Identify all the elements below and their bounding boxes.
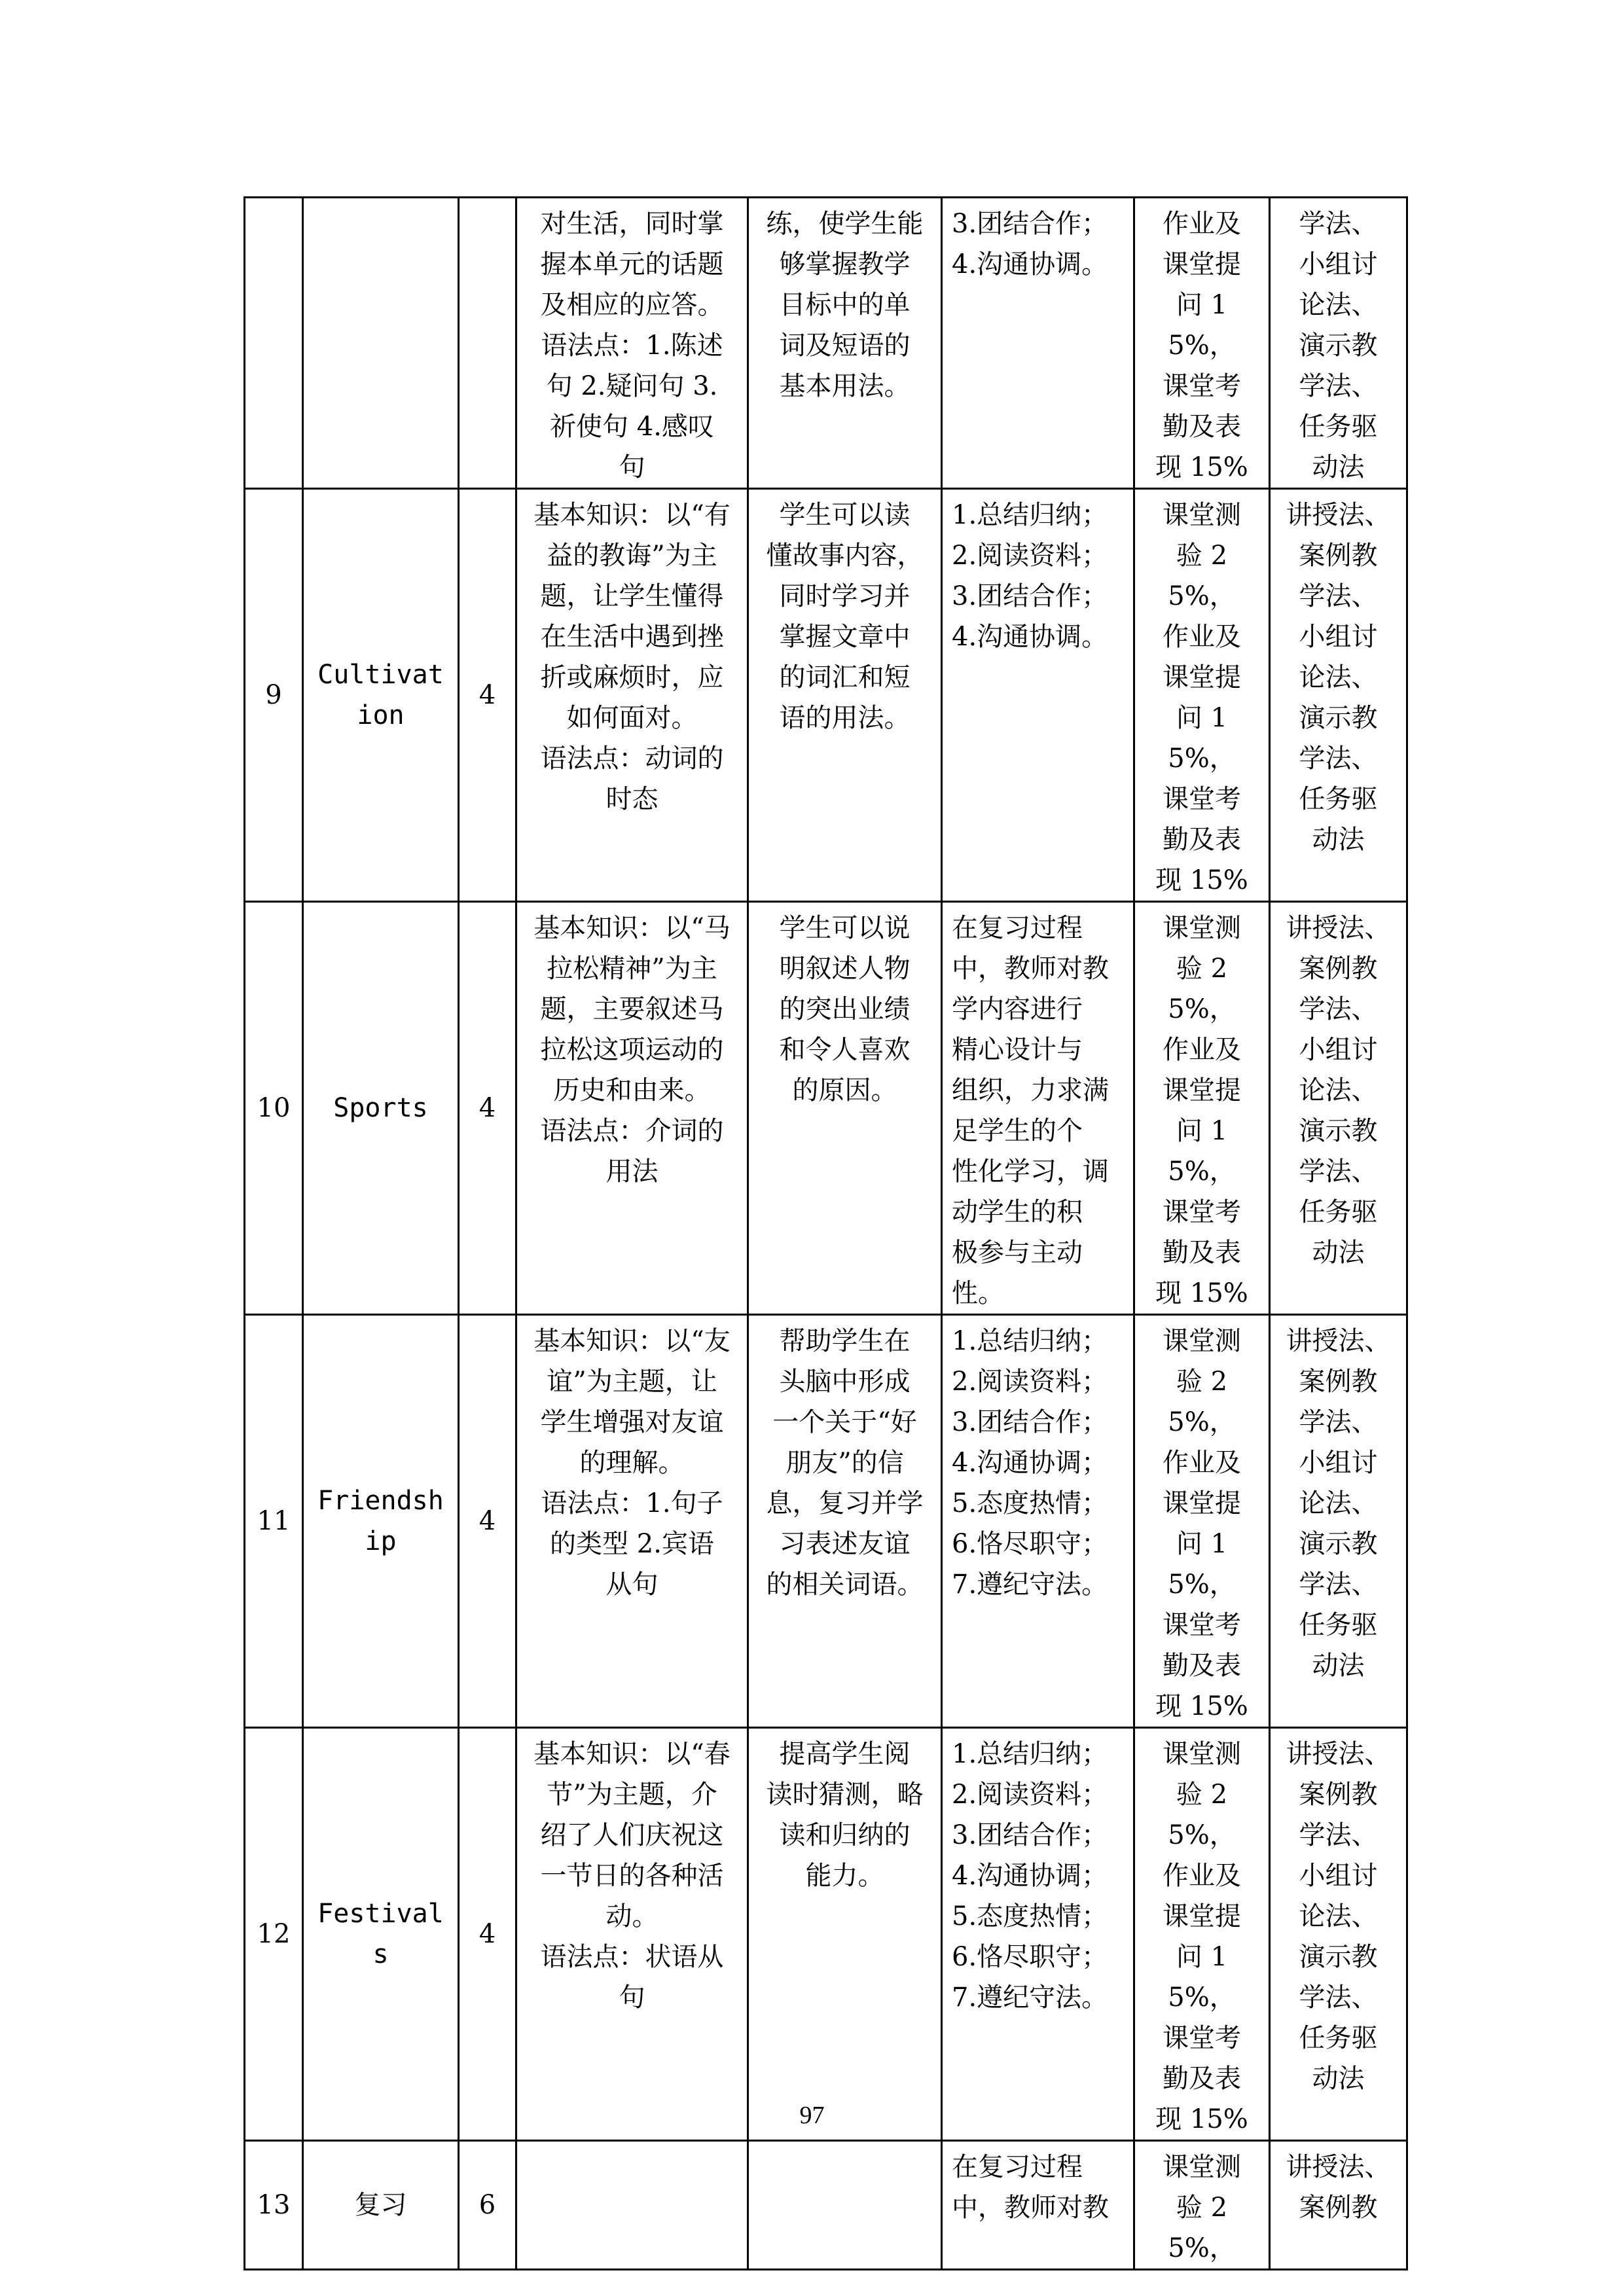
cell-quality-line: 6.恪尽职守；: [952, 1942, 1108, 1972]
cell-methods: [1270, 2141, 1407, 2270]
cell-assessment: [1134, 2141, 1270, 2270]
cell-assessment-line: 问 15%，: [1168, 290, 1236, 361]
cell-assessment-line: 作业及: [1163, 1448, 1241, 1478]
cell-content-line: 语法点：1.陈述: [541, 331, 723, 361]
cell-content: [516, 489, 748, 902]
cell-methods-line: 论法、: [1299, 290, 1378, 320]
cell-content-line: 句 2.疑问句 3.: [546, 371, 718, 401]
cell-quality-line: 7.遵纪守法。: [952, 1982, 1108, 2013]
cell-number: 9: [245, 489, 303, 902]
cell-assessment-line: 作业及: [1163, 622, 1241, 652]
cell-content-line: 从句: [605, 1570, 659, 1600]
cell-methods: [1270, 489, 1407, 902]
cell-methods-line: 演示教: [1299, 1942, 1378, 1972]
cell-methods-line: 任务驱: [1299, 784, 1378, 814]
cell-goals-line: 和令人喜欢: [779, 1035, 911, 1065]
cell-content-line: 学生增强对友谊: [540, 1407, 724, 1437]
cell-quality-line: 1.总结归纳；: [952, 1739, 1108, 1769]
cell-goals-line: 能力。: [805, 1861, 884, 1891]
cell-goals: [748, 2141, 942, 2270]
table-row: [245, 489, 1407, 902]
cell-quality: [942, 198, 1134, 489]
cell-assessment: [1134, 1315, 1270, 1728]
cell-assessment-line: 问 15%，: [1168, 1529, 1236, 1600]
cell-goals: [748, 1315, 942, 1728]
cell-assessment-line: 勤及表: [1163, 825, 1241, 855]
table-body: [245, 198, 1407, 2270]
cell-methods-line: 演示教: [1299, 1116, 1378, 1146]
table-row: [245, 902, 1407, 1315]
cell-quality-line: 3.团结合作；: [952, 209, 1108, 239]
cell-quality-line: 在复习过程: [952, 913, 1083, 943]
cell-number: 11: [245, 1315, 303, 1728]
cell-assessment-line: 现 15%: [1155, 1691, 1248, 1721]
cell-methods-line: 学法、: [1299, 1570, 1378, 1600]
cell-quality-line: 1.总结归纳；: [952, 500, 1108, 530]
cell-goals-line: 朋友”的信: [785, 1448, 904, 1478]
cell-methods-line: 任务驱: [1299, 2023, 1378, 2053]
cell-goals-line: 够掌握教学: [779, 249, 911, 279]
cell-quality-line: 6.恪尽职守；: [952, 1529, 1108, 1559]
cell-assessment-line: 勤及表: [1163, 1651, 1241, 1681]
cell-quality-line: 3.团结合作；: [952, 1820, 1108, 1850]
cell-assessment-line: 课堂提: [1163, 1488, 1241, 1518]
cell-quality-line: 5.态度热情；: [952, 1901, 1108, 1931]
cell-methods-line: 案例教: [1299, 2193, 1378, 2223]
cell-goals-line: 基本用法。: [779, 371, 911, 401]
cell-content-line: 及相应的应答。: [540, 290, 724, 320]
cell-methods-line: 学法、: [1299, 1157, 1378, 1187]
cell-quality-line: 中，教师对教: [952, 2193, 1109, 2223]
cell-quality-line: 4.沟通协调。: [952, 622, 1108, 652]
cell-quality-line: 3.团结合作；: [952, 581, 1108, 611]
cell-methods-line: 演示教: [1299, 331, 1378, 361]
cell-methods-line: 学法、: [1299, 744, 1378, 774]
cell-methods-line: 小组讨: [1299, 1448, 1378, 1478]
cell-assessment-line: 课堂测: [1163, 1326, 1241, 1356]
cell-methods-line: 动法: [1312, 452, 1365, 482]
cell-methods-line: 讲授法、: [1286, 913, 1391, 943]
cell-assessment-line: 验 25%，: [1168, 1780, 1236, 1850]
cell-quality-line: 性化学习，调: [952, 1157, 1109, 1187]
cell-content-line: 的理解。: [579, 1448, 685, 1478]
cell-methods-line: 动法: [1312, 1238, 1365, 1268]
cell-unit-title: Festivals: [303, 1728, 459, 2141]
cell-assessment-line: 课堂考: [1163, 2023, 1241, 2053]
cell-methods: [1270, 198, 1407, 489]
cell-quality-line: 中，教师对教: [952, 954, 1109, 984]
cell-methods-line: 演示教: [1299, 703, 1378, 733]
cell-methods-line: 学法、: [1299, 581, 1378, 611]
cell-goals: [748, 902, 942, 1315]
cell-quality-line: 4.沟通协调；: [952, 1861, 1108, 1891]
cell-quality: [942, 1728, 1134, 2141]
cell-goals-line: 的相关词语。: [766, 1570, 924, 1600]
cell-assessment-line: 课堂测: [1163, 1739, 1241, 1769]
cell-number: 12: [245, 1728, 303, 2141]
cell-assessment-line: 课堂考: [1163, 784, 1241, 814]
cell-assessment-line: 课堂提: [1163, 249, 1241, 279]
course-plan-table: [244, 196, 1408, 2270]
cell-content-line: 基本知识：以“春: [533, 1739, 731, 1769]
cell-unit-title: Cultivation: [303, 489, 459, 902]
cell-goals-line: 练，使学生能: [766, 209, 924, 239]
cell-content-line: 句: [619, 452, 645, 482]
cell-assessment: [1134, 1728, 1270, 2141]
cell-content-line: 如何面对。: [566, 703, 698, 733]
cell-assessment: [1134, 198, 1270, 489]
cell-goals-line: 语的用法。: [779, 703, 911, 733]
cell-methods-line: 案例教: [1299, 1780, 1378, 1810]
cell-assessment-line: 现 15%: [1155, 2104, 1248, 2134]
cell-assessment: [1134, 489, 1270, 902]
cell-methods-line: 任务驱: [1299, 412, 1378, 442]
cell-assessment-line: 现 15%: [1155, 452, 1248, 482]
cell-hours: 4: [459, 902, 516, 1315]
cell-assessment-line: 现 15%: [1155, 865, 1248, 895]
cell-content-line: 祈使句 4.感叹: [550, 412, 714, 442]
cell-methods-line: 讲授法、: [1286, 1326, 1391, 1356]
cell-goals-line: 掌握文章中: [779, 622, 911, 652]
cell-methods-line: 讲授法、: [1286, 1739, 1391, 1769]
cell-goals-line: 学生可以说: [779, 913, 911, 943]
cell-methods-line: 小组讨: [1299, 622, 1378, 652]
cell-content-line: 时态: [605, 784, 659, 814]
cell-assessment-line: 课堂考: [1163, 1610, 1241, 1640]
cell-content-line: 基本知识：以“友: [533, 1326, 731, 1356]
cell-methods-line: 学法、: [1299, 371, 1378, 401]
cell-content-line: 语法点：状语从: [540, 1942, 724, 1972]
cell-goals: [748, 489, 942, 902]
cell-methods-line: 小组讨: [1299, 1861, 1378, 1891]
cell-assessment-line: 课堂考: [1163, 1197, 1241, 1227]
cell-content-line: 题，主要叙述马: [540, 994, 724, 1024]
cell-assessment-line: 勤及表: [1163, 1238, 1241, 1268]
cell-goals-line: 懂故事内容，: [766, 541, 924, 571]
cell-methods-line: 案例教: [1299, 954, 1378, 984]
cell-goals-line: 同时学习并: [779, 581, 911, 611]
table-row: [245, 1728, 1407, 2141]
cell-goals-line: 头脑中形成: [779, 1367, 911, 1397]
cell-content: [516, 198, 748, 489]
cell-content-line: 益的教诲”为主: [547, 541, 717, 571]
cell-quality: [942, 1315, 1134, 1728]
cell-content: [516, 902, 748, 1315]
cell-content-line: 握本单元的话题: [540, 249, 724, 279]
cell-goals: [748, 1728, 942, 2141]
cell-methods-line: 小组讨: [1299, 249, 1378, 279]
cell-quality-line: 4.沟通协调。: [952, 249, 1108, 279]
cell-content-line: 一节日的各种活: [540, 1861, 724, 1891]
cell-methods-line: 学法、: [1299, 1982, 1378, 2013]
cell-number: [245, 198, 303, 489]
cell-content-line: 在生活中遇到挫: [540, 622, 724, 652]
cell-quality-line: 组织，力求满: [952, 1075, 1109, 1105]
table-row: [245, 1315, 1407, 1728]
cell-goals-line: 读和归纳的: [779, 1820, 911, 1850]
table-row: [245, 2141, 1407, 2270]
cell-goals-line: 习表述友谊: [779, 1529, 911, 1559]
cell-quality-line: 3.团结合作；: [952, 1407, 1108, 1437]
cell-goals-line: 的突出业绩: [779, 994, 911, 1024]
cell-assessment-line: 课堂提: [1163, 1901, 1241, 1931]
cell-quality-line: 学内容进行: [952, 994, 1083, 1024]
cell-assessment-line: 问 15%，: [1168, 1942, 1236, 2013]
cell-hours: 4: [459, 1315, 516, 1728]
cell-methods-line: 论法、: [1299, 662, 1378, 692]
cell-assessment-line: 作业及: [1163, 209, 1241, 239]
cell-methods-line: 动法: [1312, 825, 1365, 855]
cell-content-line: 语法点：介词的: [540, 1116, 724, 1146]
cell-assessment-line: 问 15%，: [1168, 1116, 1236, 1187]
cell-goals-line: 目标中的单: [779, 290, 911, 320]
cell-goals-line: 帮助学生在: [779, 1326, 911, 1356]
cell-quality-line: 2.阅读资料；: [952, 1367, 1108, 1397]
cell-goals-line: 一个关于“好: [772, 1407, 917, 1437]
cell-methods-line: 任务驱: [1299, 1197, 1378, 1227]
cell-content-line: 语法点：1.句子: [541, 1488, 723, 1518]
cell-content: [516, 1315, 748, 1728]
page-number: 97: [799, 2102, 825, 2129]
cell-assessment-line: 课堂提: [1163, 662, 1241, 692]
cell-assessment-line: 课堂考: [1163, 371, 1241, 401]
cell-unit-title: [303, 198, 459, 489]
cell-goals-line: 提高学生阅: [779, 1739, 911, 1769]
cell-assessment-line: 课堂测: [1163, 2152, 1241, 2182]
cell-goals-line: 学生可以读: [779, 500, 911, 530]
cell-methods-line: 论法、: [1299, 1075, 1378, 1105]
cell-assessment: [1134, 902, 1270, 1315]
cell-methods-line: 学法、: [1299, 1407, 1378, 1437]
cell-content: [516, 2141, 748, 2270]
cell-goals-line: 词及短语的: [779, 331, 911, 361]
cell-methods-line: 动法: [1312, 2064, 1365, 2094]
cell-hours: 4: [459, 1728, 516, 2141]
cell-hours: [459, 198, 516, 489]
cell-goals-line: 明叙述人物: [779, 954, 911, 984]
cell-content-line: 绍了人们庆祝这: [540, 1820, 724, 1850]
cell-content-line: 历史和由来。: [553, 1075, 711, 1105]
cell-quality-line: 4.沟通协调；: [952, 1448, 1108, 1478]
cell-quality-line: 1.总结归纳；: [952, 1326, 1108, 1356]
cell-assessment-line: 课堂提: [1163, 1075, 1241, 1105]
cell-content-line: 对生活，同时掌: [540, 209, 724, 239]
cell-assessment-line: 现 15%: [1155, 1278, 1248, 1308]
cell-assessment-line: 验 25%，: [1168, 2193, 1236, 2263]
cell-content-line: 的类型 2.宾语: [550, 1529, 714, 1559]
cell-number: 10: [245, 902, 303, 1315]
cell-assessment-line: 验 25%，: [1168, 1367, 1236, 1437]
cell-methods-line: 任务驱: [1299, 1610, 1378, 1640]
cell-content-line: 谊”为主题，让: [547, 1367, 717, 1397]
cell-assessment-line: 验 25%，: [1168, 954, 1236, 1024]
cell-methods-line: 动法: [1312, 1651, 1365, 1681]
cell-methods-line: 案例教: [1299, 1367, 1378, 1397]
cell-assessment-line: 问 15%，: [1168, 703, 1236, 774]
cell-quality-line: 精心设计与: [952, 1035, 1083, 1065]
cell-methods-line: 小组讨: [1299, 1035, 1378, 1065]
cell-assessment-line: 验 25%，: [1168, 541, 1236, 611]
cell-quality-line: 在复习过程: [952, 2152, 1083, 2182]
cell-quality-line: 5.态度热情；: [952, 1488, 1108, 1518]
cell-assessment-line: 作业及: [1163, 1861, 1241, 1891]
cell-goals-line: 的词汇和短: [779, 662, 911, 692]
cell-methods-line: 学法、: [1299, 1820, 1378, 1850]
cell-content-line: 题，让学生懂得: [540, 581, 724, 611]
cell-assessment-line: 课堂测: [1163, 913, 1241, 943]
cell-quality-line: 7.遵纪守法。: [952, 1570, 1108, 1600]
cell-goals-line: 的原因。: [792, 1075, 897, 1105]
cell-assessment-line: 勤及表: [1163, 2064, 1241, 2094]
cell-goals-line: 读时猜测，略: [766, 1780, 924, 1810]
cell-goals-line: 息，复习并学: [766, 1488, 924, 1518]
table-row: [245, 198, 1407, 489]
cell-content-line: 用法: [605, 1157, 659, 1187]
cell-methods-line: 学法、: [1299, 209, 1378, 239]
cell-unit-title: Friendship: [303, 1315, 459, 1728]
cell-methods-line: 讲授法、: [1286, 2152, 1391, 2182]
cell-methods: [1270, 1728, 1407, 2141]
cell-assessment-line: 作业及: [1163, 1035, 1241, 1065]
cell-quality-line: 足学生的个: [952, 1116, 1083, 1146]
cell-assessment-line: 勤及表: [1163, 412, 1241, 442]
cell-methods-line: 论法、: [1299, 1488, 1378, 1518]
cell-methods: [1270, 1315, 1407, 1728]
cell-unit-title: Sports: [303, 902, 459, 1315]
cell-quality: [942, 902, 1134, 1315]
cell-content-line: 基本知识：以“有: [533, 500, 731, 530]
cell-hours: 6: [459, 2141, 516, 2270]
cell-quality-line: 2.阅读资料；: [952, 541, 1108, 571]
cell-quality: [942, 489, 1134, 902]
cell-quality-line: 极参与主动: [952, 1238, 1083, 1268]
cell-goals: [748, 198, 942, 489]
cell-number: 13: [245, 2141, 303, 2270]
cell-content-line: 语法点：动词的: [540, 744, 724, 774]
cell-content-line: 拉松这项运动的: [540, 1035, 724, 1065]
cell-quality-line: 动学生的积: [952, 1197, 1083, 1227]
cell-quality-line: 性。: [952, 1278, 1004, 1308]
cell-content-line: 拉松精神”为主: [547, 954, 717, 984]
cell-content-line: 基本知识：以“马: [533, 913, 731, 943]
cell-content-line: 折或麻烦时，应: [540, 662, 724, 692]
cell-hours: 4: [459, 489, 516, 902]
cell-content: [516, 1728, 748, 2141]
cell-quality: [942, 2141, 1134, 2270]
cell-methods-line: 讲授法、: [1286, 500, 1391, 530]
cell-assessment-line: 课堂测: [1163, 500, 1241, 530]
cell-methods-line: 学法、: [1299, 994, 1378, 1024]
cell-content-line: 句: [619, 1982, 645, 2013]
cell-methods-line: 演示教: [1299, 1529, 1378, 1559]
cell-content-line: 节”为主题，介: [547, 1780, 717, 1810]
cell-content-line: 动。: [605, 1901, 659, 1931]
cell-quality-line: 2.阅读资料；: [952, 1780, 1108, 1810]
cell-unit-title: 复习: [303, 2141, 459, 2270]
cell-methods-line: 论法、: [1299, 1901, 1378, 1931]
cell-methods-line: 案例教: [1299, 541, 1378, 571]
cell-methods: [1270, 902, 1407, 1315]
